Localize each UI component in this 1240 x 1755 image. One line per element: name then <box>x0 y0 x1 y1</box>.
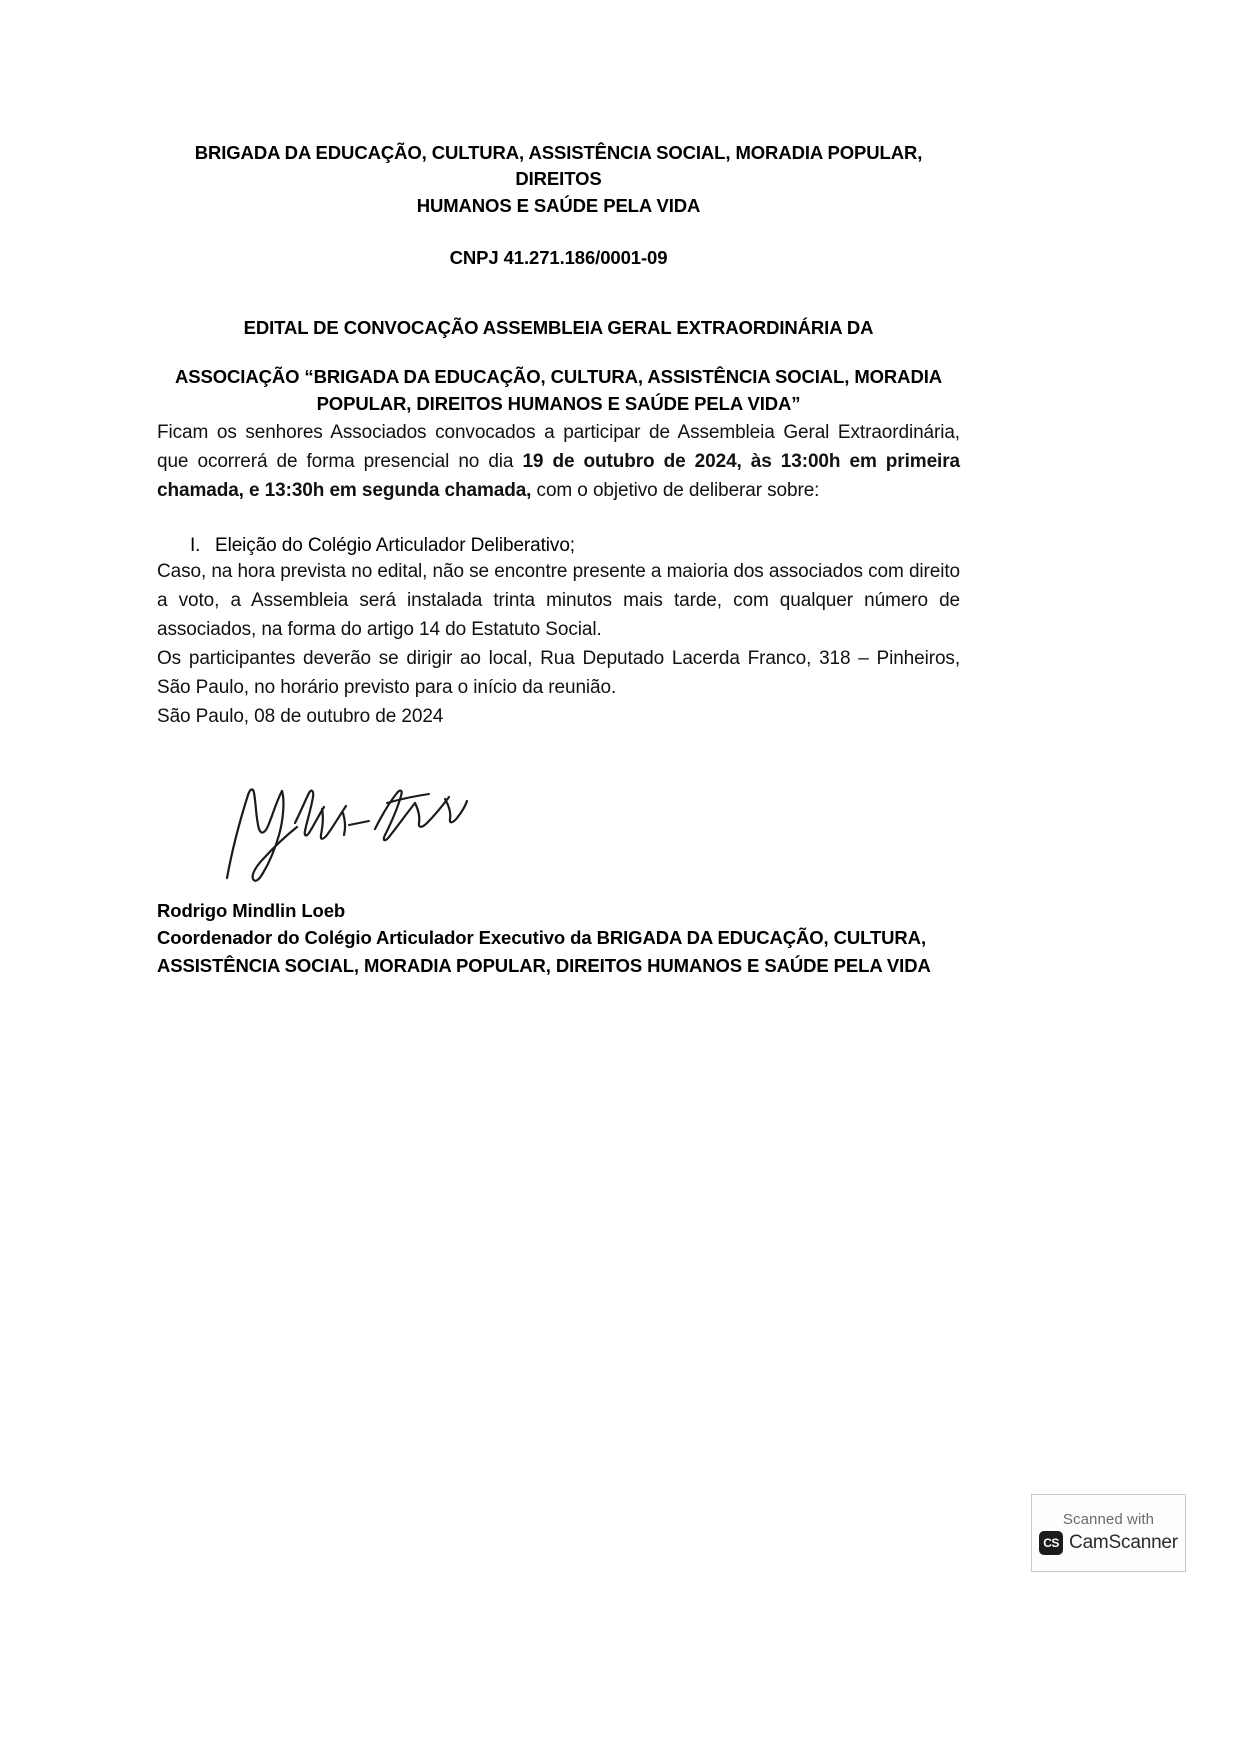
camscanner-watermark <box>1031 1494 1186 1572</box>
signer-role-line-2: ASSISTÊNCIA SOCIAL, MORADIA POPULAR, DIREITOS HUMANOS E SAÚDE PELA VIDA <box>157 954 931 976</box>
handwritten-signature-icon <box>217 773 477 888</box>
convocacao-text-part-1: Ficam os senhores Associados convocados a participar de Assembleia Geral Extraordinária, que ocorrerá de forma presencial no dia <box>157 421 960 472</box>
cnpj-line: CNPJ 41.271.186/0001-09 <box>449 246 668 268</box>
association-title-line-1: ASSOCIAÇÃO “BRIGADA DA EDUCAÇÃO, CULTURA, ASSISTÊNCIA SOCIAL, MORADIA <box>174 365 943 387</box>
list-item-numeral: I. <box>190 534 201 556</box>
organization-header-line-2: HUMANOS E SAÚDE PELA VIDA <box>416 194 701 216</box>
edital-title: EDITAL DE CONVOCAÇÃO ASSEMBLEIA GERAL EXTRAORDINÁRIA DA <box>243 316 874 338</box>
organization-header <box>157 140 960 219</box>
camscanner-app-name: CamScanner <box>1069 1532 1178 1553</box>
convocacao-text-part-2: com o objetivo de deliberar sobre: <box>531 479 820 501</box>
paragraph-quorum: Caso, na hora prevista no edital, não se encontre presente a maioria dos associados com direito a voto, a Assembleia será instalada trinta minutos mais tarde, com qualquer número de associados, na forma do artigo 14 do Estatuto Social. <box>157 560 960 640</box>
list-item <box>157 535 960 557</box>
convocacao-date-bold: 19 de outubro de 2024, às 13:00h em primeira chamada, e 13:30h em segunda chamada, <box>157 450 960 501</box>
organization-header-line-1: BRIGADA DA EDUCAÇÃO, CULTURA, ASSISTÊNCIA SOCIAL, MORADIA POPULAR, DIREITOS <box>194 142 923 190</box>
paragraph-convocacao <box>157 418 960 505</box>
signer-name: Rodrigo Mindlin Loeb <box>157 900 346 922</box>
association-title-line-2: POPULAR, DIREITOS HUMANOS E SAÚDE PELA VIDA” <box>316 393 801 415</box>
signer-role-line-1: Coordenador do Colégio Articulador Executivo da BRIGADA DA EDUCAÇÃO, CULTURA, <box>157 927 926 949</box>
camscanner-logo-icon: CS <box>1039 1531 1063 1555</box>
camscanner-brand <box>1039 1531 1178 1555</box>
paragraph-location: Os participantes deverão se dirigir ao local, Rua Deputado Lacerda Franco, 318 – Pinheiros, São Paulo, no horário previsto para o início da reunião. <box>157 647 960 698</box>
list-item-label: Eleição do Colégio Articulador Deliberativo; <box>215 534 575 556</box>
signature-area <box>157 773 960 891</box>
signer-block <box>157 897 960 979</box>
association-title <box>157 363 960 418</box>
document-body <box>157 0 960 979</box>
paragraph-date: São Paulo, 08 de outubro de 2024 <box>157 706 444 728</box>
camscanner-scanned-with-label: Scanned with <box>1062 1511 1155 1528</box>
